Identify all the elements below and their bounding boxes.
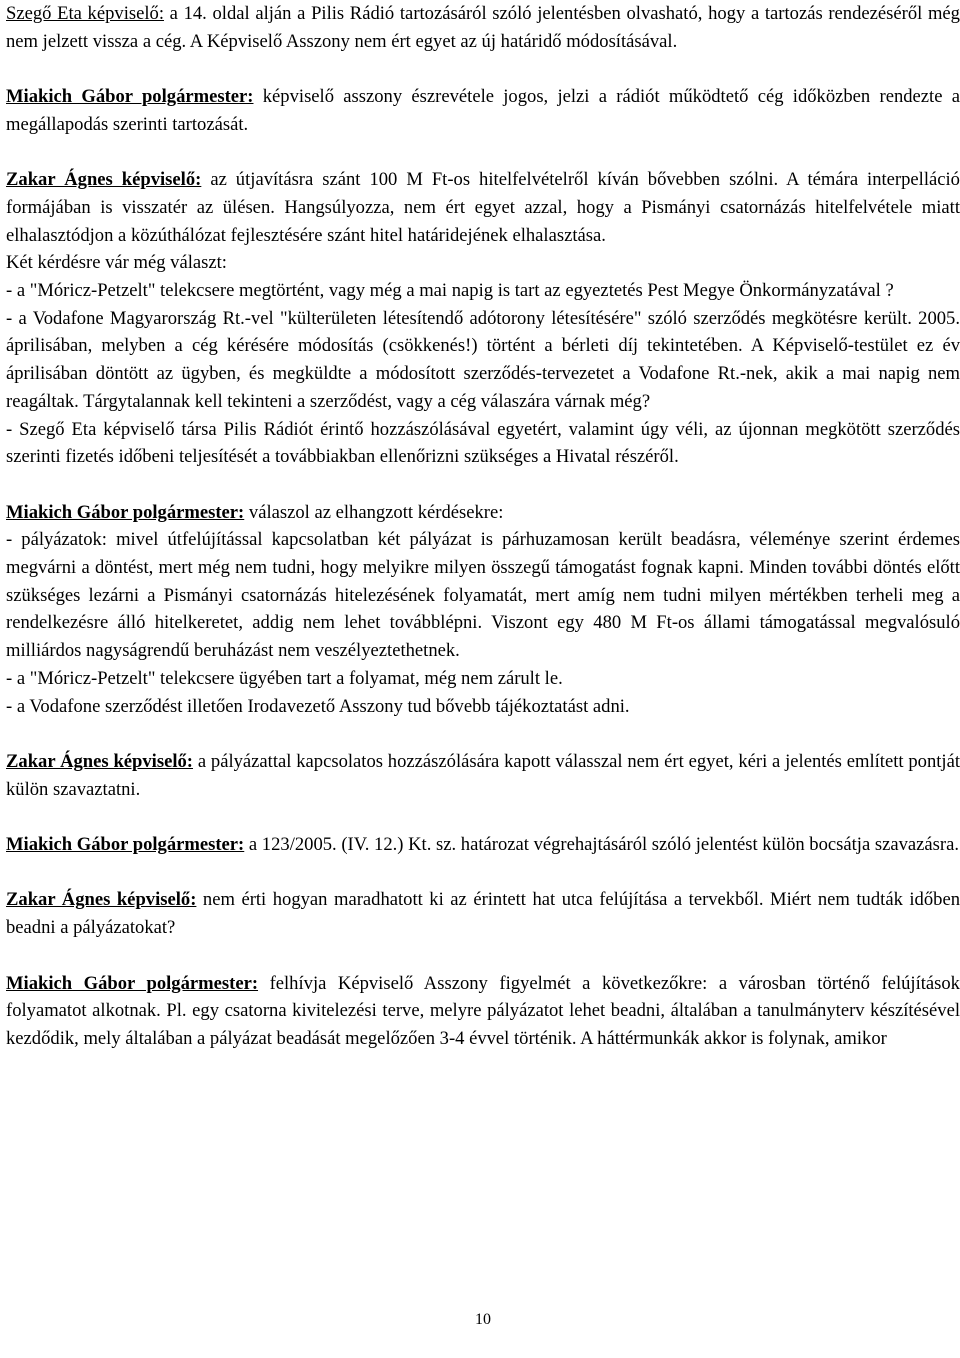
paragraph-text: a pályázattal kapcsolatos hozzászólására kapott válasszal nem ért egyet, kéri a jelentés említett pontját külön szavaztatni. [6, 750, 960, 800]
paragraph-miakich-4 [6, 970, 960, 1053]
speaker-name: Zakar Ágnes képviselő: [6, 889, 197, 911]
paragraph-line: Két kérdésre vár még választ: [6, 252, 227, 274]
paragraph-gap [6, 471, 960, 499]
paragraph-line: - pályázatok: mivel útfelújítással kapcsolatban két pályázat is párhuzamosan került beadásra, véleménye szerint érdemes megvárni a döntést, mert még nem tudni, hogy melyikre milyen összegű támogatást fognak kapni. Minden további döntés előtt szükséges lezárni a Pismányi csatornázás hitelezésének folyamatát, mert amíg nem tudni milyen mértékben terheli meg a rendelkezésre álló hitelkeretet, addig nem lehet továbblépni. Viszont egy 480 M Ft-os állami támogatással megvalósuló milliárdos nagyságrendű beruházást nem veszélyeztethetnek. [6, 529, 960, 662]
speaker-name: Szegő Eta képviselő: [6, 3, 164, 24]
paragraph-miakich-1 [6, 83, 960, 138]
speaker-name: Zakar Ágnes képviselő: [6, 750, 193, 772]
document-page [6, 0, 960, 1358]
speaker-name: Miakich Gábor polgármester: [6, 972, 259, 994]
paragraph-line: - a "Móricz-Petzelt" telekcsere ügyében tart a folyamat, még nem zárult le. [6, 667, 563, 689]
paragraph-zakar-2 [6, 748, 960, 803]
speaker-name: Miakich Gábor polgármester: [6, 834, 245, 856]
paragraph-line: - a Vodafone Magyarország Rt.-vel "külterületen létesítendő adótorony létesítésére" szóló szerződés megkötésre került. 2005. áprilisában, melyben a cég kérésére módosítás (csökkenés!) történt a bérleti díj tekintetében. A Képviselő-testület ez év áprilisában döntött az ügyben, és megküldte a módosított szerződés-tervezetet a Vodafone Rt.-nek, akik a mai napig nem reagáltak. Tárgytalannak kell tekinteni a szerződést, vagy a cég válaszára várnak még? [6, 307, 960, 412]
paragraph-text: az útjavításra szánt 100 M Ft-os hitelfelvételről kíván bővebben szólni. A témára interpelláció formájában is visszatér az ülésen. Hangsúlyozza, nem ért egyet azzal, hogy a Pismányi csatornázás hitelfelvétele miatt elhalasztódjon a közúthálózat fejlesztésére szánt hitel határidejének elhalasztása. [6, 169, 960, 246]
paragraph-gap [6, 55, 960, 83]
paragraph-gap [6, 139, 960, 167]
paragraph-gap [6, 720, 960, 748]
paragraph-miakich-3 [6, 831, 960, 859]
paragraph-text: képviselő asszony észrevétele jogos, jelzi a rádiót működtető cég időközben rendezte a megállapodás szerinti tartozását. [6, 86, 960, 135]
paragraph-text: felhívja Képviselő Asszony figyelmét a következőkre: a városban történő felújítások folyamatot alkotnak. Pl. egy csatorna kivitelezési terve, melyre pályázatot lehet beadni, általában a tanulmányterv készítésével kezdődik, mely általában a pályázat beadását megelőzően 3-4 évvel történik. A háttérmunkák akkor is folynak, amikor [6, 972, 960, 1049]
page-number: 10 [475, 1311, 491, 1328]
paragraph-gap [6, 942, 960, 970]
speaker-name: Miakich Gábor polgármester: [6, 86, 254, 108]
paragraph-szego [6, 0, 960, 55]
speaker-name: Zakar Ágnes képviselő: [6, 169, 202, 191]
paragraph-miakich-2 [6, 499, 960, 527]
paragraph-text: válaszol az elhangzott kérdésekre: [244, 501, 504, 523]
paragraph-line: - a "Móricz-Petzelt" telekcsere megtörtént, vagy még a mai napig is tart az egyeztetés Pest Megye Önkormányzatával ? [6, 280, 894, 301]
paragraph-gap [6, 859, 960, 887]
paragraph-text: a 123/2005. (IV. 12.) Kt. sz. határozat végrehajtásáról szóló jelentést külön bocsátja szavazásra. [244, 834, 960, 856]
paragraph-zakar-3 [6, 886, 960, 941]
paragraph-text: a 14. oldal alján a Pilis Rádió tartozásáról szóló jelentésben olvasható, hogy a tartozás rendezéséről még nem jelzett vissza a cég. A Képviselő Asszony nem ért egyet az új határidő módosításával. [6, 3, 960, 52]
paragraph-line: - Szegő Eta képviselő társa Pilis Rádiót érintő hozzászólásával egyetért, valamint úgy véli, az újonnan megkötött szerződés szerinti fizetés időbeni teljesítését a továbbiakban ellenőrizni szükséges a Hivatal részéről. [6, 418, 960, 468]
speaker-name: Miakich Gábor polgármester: [6, 501, 245, 523]
paragraph-zakar-1 [6, 166, 960, 249]
paragraph-text: nem érti hogyan maradhatott ki az érintett hat utca felújítása a tervekből. Miért nem tudták időben beadni a pályázatokat? [6, 889, 960, 939]
paragraph-gap [6, 803, 960, 831]
paragraph-line: - a Vodafone szerződést illetően Irodavezető Asszony tud bővebb tájékoztatást adni. [6, 695, 630, 717]
